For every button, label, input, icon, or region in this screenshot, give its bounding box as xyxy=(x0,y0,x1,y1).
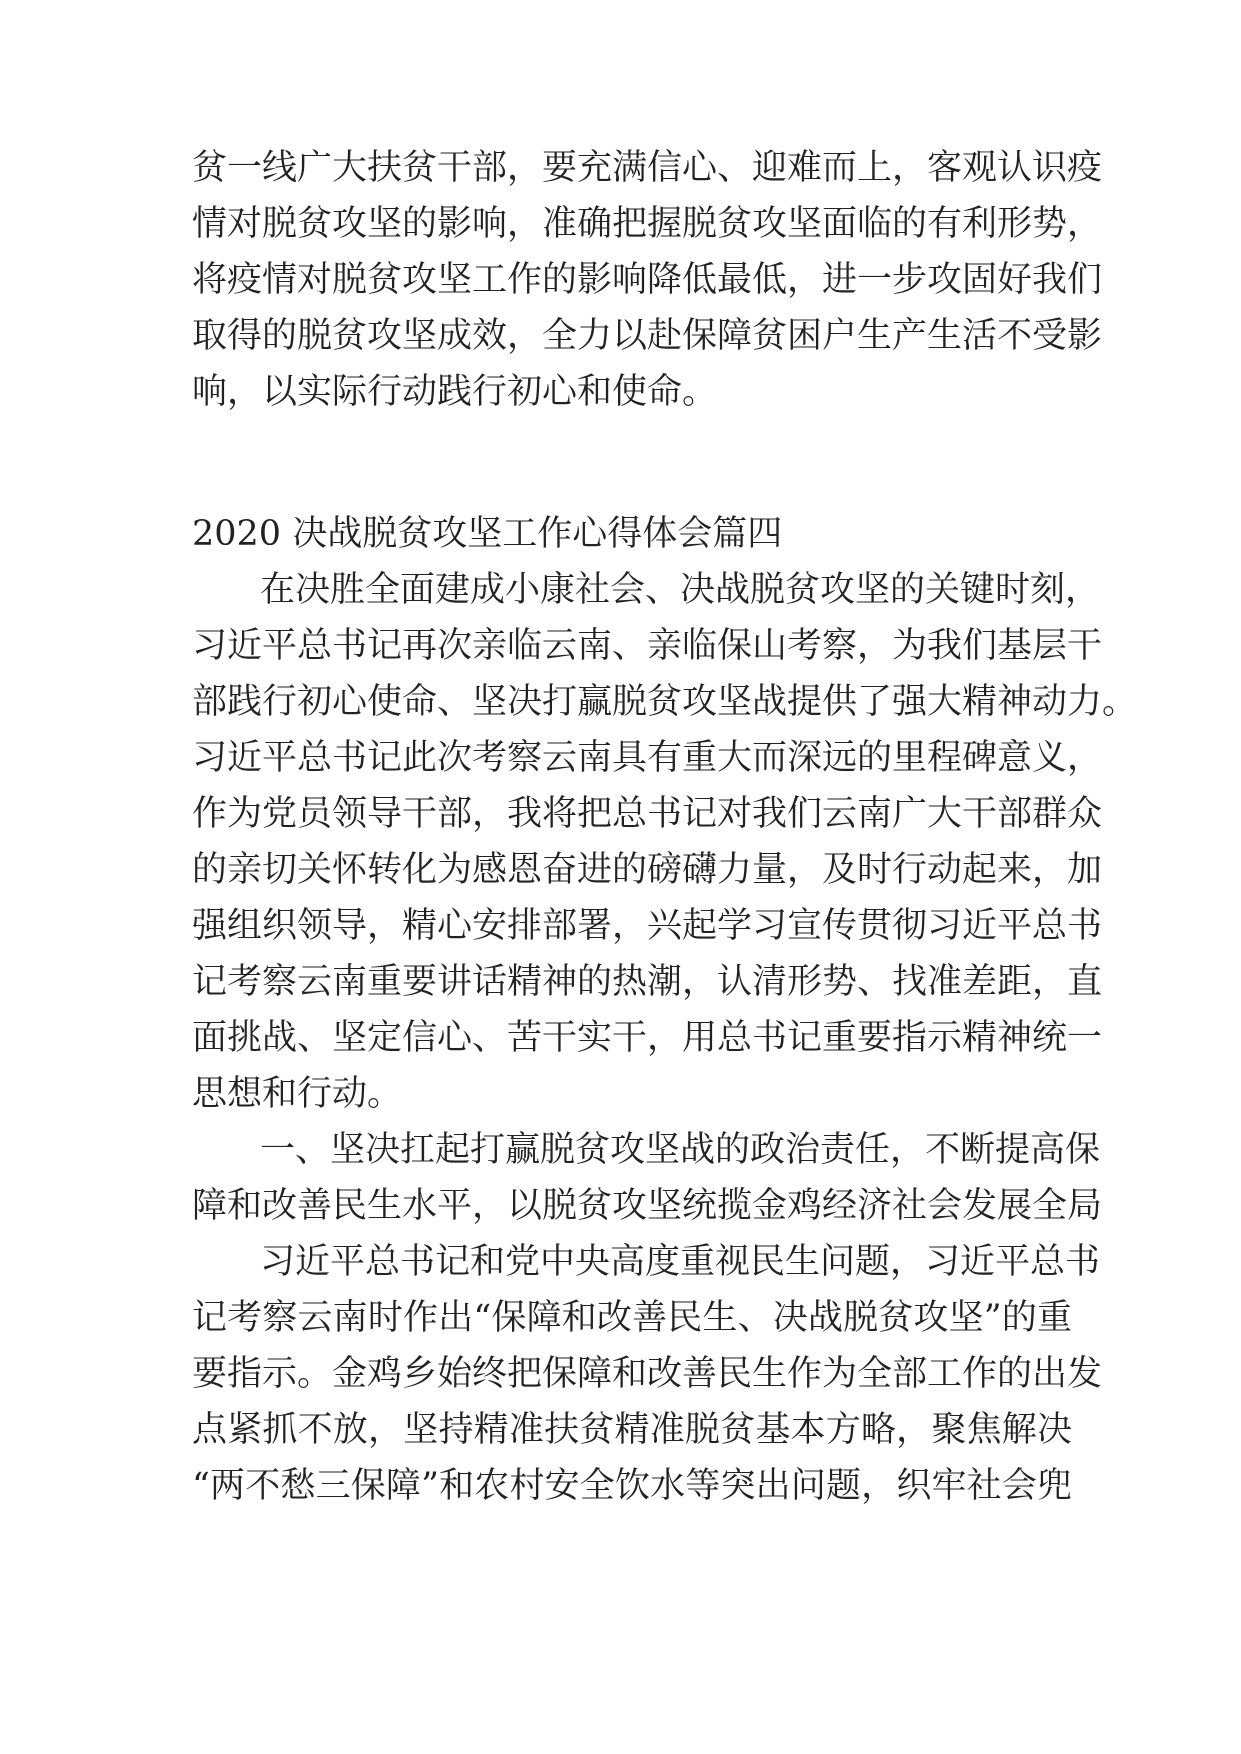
body-text-line: 作为党员领导干部，我将把总书记对我们云南广大干部群众 xyxy=(192,794,1103,834)
body-text-line: 将疫情对脱贫攻坚工作的影响降低最低，进一步攻固好我们 xyxy=(192,260,1103,300)
body-text-line: 习近平总书记再次亲临云南、亲临保山考察，为我们基层干 xyxy=(192,626,1103,666)
body-text-line: 响，以实际行动践行初心和使命。 xyxy=(192,372,718,412)
body-text-line: 在决胜全面建成小康社会、决战脱贫攻坚的关键时刻， xyxy=(260,570,1101,610)
section-heading: 2020 决战脱贫攻坚工作心得体会篇四 xyxy=(192,514,783,554)
body-text-line: 障和改善民生水平，以脱贫攻坚统揽金鸡经济社会发展全局 xyxy=(192,1186,1103,1226)
body-text-line: 记考察云南重要讲话精神的热潮，认清形势、找准差距，直 xyxy=(192,962,1103,1002)
body-text-line: 习近平总书记和党中央高度重视民生问题，习近平总书 xyxy=(260,1242,1101,1282)
body-text-line: 记考察云南时作出“保障和改善民生、决战脱贫攻坚”的重 xyxy=(192,1298,1072,1338)
body-text-line: 要指示。金鸡乡始终把保障和改善民生作为全部工作的出发 xyxy=(192,1354,1103,1394)
body-text-line: 取得的脱贫攻坚成效，全力以赴保障贫困户生产生活不受影 xyxy=(192,316,1103,356)
body-text-line: 贫一线广大扶贫干部，要充满信心、迎难而上，客观认识疫 xyxy=(192,148,1103,188)
body-text-line: 习近平总书记此次考察云南具有重大而深远的里程碑意义， xyxy=(192,738,1103,778)
body-text-line: 情对脱贫攻坚的影响，准确把握脱贫攻坚面临的有利形势， xyxy=(192,204,1103,244)
body-text-line: “两不愁三保障”和农村安全饮水等突出问题，织牢社会兜 xyxy=(192,1466,1072,1506)
body-text-line: 强组织领导，精心安排部署，兴起学习宣传贯彻习近平总书 xyxy=(192,906,1103,946)
body-text-line: 部践行初心使命、坚决打赢脱贫攻坚战提供了强大精神动力。 xyxy=(192,682,1138,722)
body-text-line: 一、坚决扛起打赢脱贫攻坚战的政治责任，不断提高保 xyxy=(260,1130,1101,1170)
body-text-line: 的亲切关怀转化为感恩奋进的磅礴力量，及时行动起来，加 xyxy=(192,850,1103,890)
body-text-line: 思想和行动。 xyxy=(192,1074,403,1114)
body-text-line: 面挑战、坚定信心、苦干实干，用总书记重要指示精神统一 xyxy=(192,1018,1103,1058)
body-text-line: 点紧抓不放，坚持精准扶贫精准脱贫基本方略，聚焦解决 xyxy=(192,1410,1072,1450)
